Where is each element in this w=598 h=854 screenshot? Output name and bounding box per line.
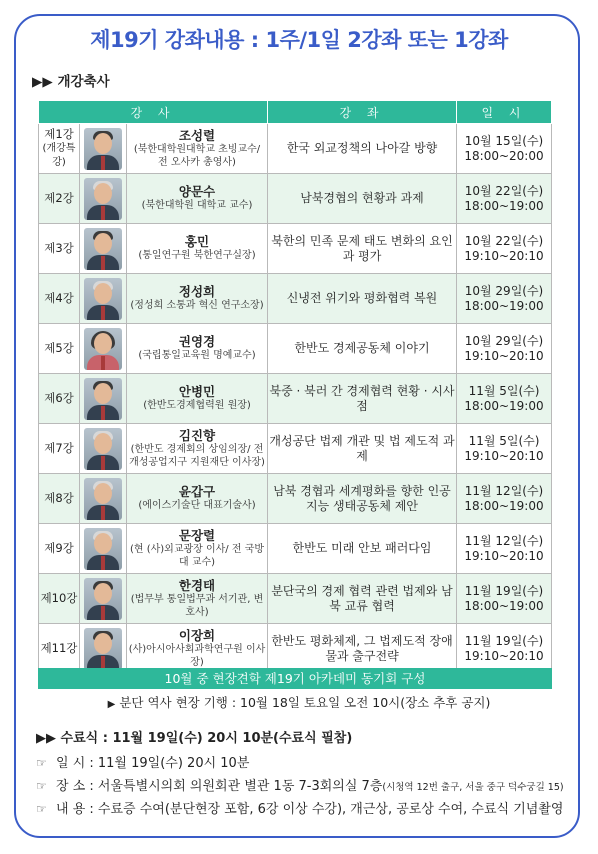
lecture-date-time: 18:00~19:00 (464, 398, 544, 413)
lecture-date (457, 224, 552, 274)
lecturer-name: 홍민 (184, 234, 210, 249)
lecture-topic: 분단국의 경제 협력 관련 법제와 남북 교류 협력 (268, 574, 457, 624)
info-time-text: 일 시 : 11월 19일(수) 20시 10분 (56, 756, 250, 771)
page-title: 제19기 강좌내용 : 1주/1일 2강좌 또는 1강좌 (90, 28, 508, 52)
lecturer-photo-cell (80, 224, 127, 274)
lecturer-affiliation: (한반도경제협력원 원장) (143, 400, 251, 411)
header-lecturer: 강 사 (39, 101, 268, 124)
lecturer-name: 권영경 (178, 334, 216, 349)
section-heading: ▶▶ 개강축사 (32, 74, 110, 90)
lecturer-cell (127, 174, 268, 224)
lecturer-cell (127, 274, 268, 324)
table-header-row (39, 101, 552, 124)
lecture-number-label: 제6강 (44, 391, 74, 405)
lecture-date-time: 18:00~19:00 (464, 298, 544, 313)
lecturer-affiliation: (통일연구원 북한연구실장) (138, 250, 256, 261)
lecturer-photo (84, 128, 122, 170)
lecture-date-time: 18:00~19:00 (464, 198, 544, 213)
lecturer-cell (127, 374, 268, 424)
lecture-date (457, 474, 552, 524)
lecture-number (39, 424, 80, 474)
lecture-date-day: 11월 19일(수) (464, 633, 544, 648)
info-place-text: 장 소 : 서울특별시의회 의원회관 별관 1동 7-3회의실 7층 (56, 779, 383, 794)
lecture-date-day: 11월 12일(수) (464, 533, 544, 548)
field-trip-banner: 10월 중 현장견학 제19기 아카데미 동기회 구성 (38, 668, 552, 689)
table-row (39, 574, 552, 624)
lecture-date (457, 524, 552, 574)
lecturer-photo-cell (80, 374, 127, 424)
lecturer-photo-cell (80, 574, 127, 624)
lecturer-affiliation: (한반도 경제회의 상임의장/ 전 개성공업지구 지원재단 이사장) (129, 443, 265, 468)
lecture-number-label: 제3강 (44, 241, 74, 255)
lecturer-affiliation: (사)아시아사회과학연구원 이사장) (128, 643, 266, 668)
lecturer-photo-cell (80, 124, 127, 174)
lecture-date-day: 10월 22일(수) (464, 233, 544, 248)
triangle-arrow-icon: ▶ (107, 699, 116, 710)
info-content-text: 내 용 : 수료증 수여(분단현장 포함, 6강 이상 수강), 개근상, 공로상 수여, 수료식 기념촬영 (56, 802, 564, 817)
lecture-date-day: 11월 19일(수) (464, 583, 544, 598)
lecture-topic: 북중 · 북러 간 경제협력 현황 · 시사점 (268, 374, 457, 424)
table-row (39, 274, 552, 324)
lecture-date (457, 174, 552, 224)
lecturer-affiliation: (국립통일교육원 명예교수) (138, 350, 256, 361)
lecture-number (39, 274, 80, 324)
lecture-date-time: 19:10~20:10 (464, 448, 544, 463)
pointing-hand-icon: ☞ (36, 802, 47, 816)
lecture-topic: 북한의 민족 문제 태도 변화의 요인과 평가 (268, 224, 457, 274)
lecture-number (39, 324, 80, 374)
lecture-number-label: 제4강 (44, 291, 74, 305)
lecturer-name: 정성희 (178, 284, 216, 299)
lecture-number (39, 224, 80, 274)
lecture-date-time: 19:10~20:10 (464, 548, 544, 563)
lecture-number (39, 374, 80, 424)
lecturer-photo (84, 378, 122, 420)
lecture-date-day: 11월 12일(수) (464, 483, 544, 498)
lecturer-photo-cell (80, 324, 127, 374)
lecture-date (457, 374, 552, 424)
lecture-date-time: 18:00~20:00 (464, 148, 544, 163)
header-topic: 강 좌 (268, 101, 457, 124)
table-row (39, 524, 552, 574)
lecturer-name: 한경태 (178, 577, 216, 593)
table-row (39, 224, 552, 274)
lecture-number (39, 624, 80, 674)
lecturer-photo-cell (80, 524, 127, 574)
lecture-date-time: 18:00~19:00 (464, 598, 544, 613)
table-row (39, 474, 552, 524)
lecturer-photo (84, 278, 122, 320)
lecture-number (39, 574, 80, 624)
table-row (39, 374, 552, 424)
lecture-date-day: 10월 22일(수) (464, 183, 544, 198)
lecturer-name: 양문수 (178, 184, 216, 199)
lecture-number (39, 174, 80, 224)
lecture-number-label: 제8강 (44, 491, 74, 505)
lecture-topic: 개성공단 법제 개관 및 법 제도적 과제 (268, 424, 457, 474)
lecture-date (457, 624, 552, 674)
pointing-hand-icon: ☞ (36, 756, 47, 770)
pointing-hand-icon: ☞ (36, 779, 47, 793)
lecture-schedule-table (38, 100, 552, 674)
table-row (39, 624, 552, 674)
lecture-number-label: 제5강 (44, 341, 74, 355)
info-time (36, 752, 249, 771)
lecturer-photo (84, 178, 122, 220)
lecturer-name: 조성렬 (178, 127, 216, 143)
lecturer-photo-cell (80, 174, 127, 224)
lecture-topic: 한국 외교정책의 나아갈 방향 (268, 124, 457, 174)
lecturer-cell (127, 624, 268, 674)
lecturer-name: 안병민 (178, 384, 216, 399)
lecture-topic: 남북 경협과 세계평화를 향한 인공지능 생태공동체 제안 (268, 474, 457, 524)
table-row (39, 324, 552, 374)
lecture-number-label: 제7강 (44, 441, 74, 455)
lecturer-photo-cell (80, 274, 127, 324)
lecturer-affiliation: (법무부 통일법무과 서기관, 변호사) (130, 593, 264, 618)
lecturer-photo (84, 628, 122, 670)
lecturer-photo (84, 478, 122, 520)
lecturer-affiliation: (에이스기술단 대표기술사) (138, 500, 256, 511)
field-trip-text: 분단 역사 현장 기행 : 10월 18일 토요일 오전 10시(장소 추후 공지) (119, 695, 491, 710)
lecture-date (457, 324, 552, 374)
lecturer-photo-cell (80, 424, 127, 474)
lecture-date-day: 10월 29일(수) (464, 283, 544, 298)
lecture-date (457, 574, 552, 624)
lecture-date-time: 19:10~20:10 (464, 348, 544, 363)
lecturer-photo (84, 528, 122, 570)
lecture-date (457, 124, 552, 174)
lecturer-name: 문장렬 (178, 527, 216, 543)
lecture-number-label: 제11강 (40, 641, 78, 655)
lecture-number-sub: (개강특강) (42, 143, 76, 168)
lecture-topic: 남북경협의 현황과 과제 (268, 174, 457, 224)
lecture-number-label: 제9강 (44, 541, 74, 555)
lecturer-cell (127, 124, 268, 174)
lecture-topic: 한반도 미래 안보 패러다임 (268, 524, 457, 574)
lecture-number-label: 제1강 (44, 127, 74, 141)
lecture-date-day: 10월 15일(수) (464, 133, 544, 148)
lecture-topic: 신냉전 위기와 평화협력 복원 (268, 274, 457, 324)
lecturer-cell (127, 424, 268, 474)
lecture-date-time: 19:10~20:10 (464, 648, 544, 663)
lecturer-affiliation: (북한대학원 대학교 교수) (141, 200, 253, 211)
lecturer-photo-cell (80, 624, 127, 674)
lecturer-photo (84, 328, 122, 370)
lecturer-photo (84, 428, 122, 470)
field-trip-line (0, 693, 598, 711)
lecturer-cell (127, 474, 268, 524)
lecture-date-day: 10월 29일(수) (464, 333, 544, 348)
lecture-number-label: 제10강 (40, 591, 78, 605)
lecturer-name: 김진향 (178, 427, 216, 443)
lecture-number-label: 제2강 (44, 191, 74, 205)
table-row (39, 124, 552, 174)
lecturer-cell (127, 224, 268, 274)
lecture-topic: 한반도 평화체제, 그 법제도적 장애물과 출구전략 (268, 624, 457, 674)
lecturer-affiliation: (북한대학원대학교 초빙교수/ 전 오사카 총영사) (133, 143, 261, 168)
lecture-number (39, 524, 80, 574)
header-date: 일 시 (457, 101, 552, 124)
lecture-date (457, 274, 552, 324)
lecturer-affiliation: (현 (사)외교광장 이사/ 전 국방대 교수) (129, 543, 265, 568)
info-place-note: (시청역 12번 출구, 서울 중구 덕수궁길 15) (382, 782, 564, 793)
lecture-number (39, 474, 80, 524)
lecturer-name: 이장희 (178, 627, 216, 643)
lecture-date-day: 11월 5일(수) (468, 433, 540, 448)
lecture-date-time: 19:10~20:10 (464, 248, 544, 263)
lecturer-affiliation: (정성희 소통과 혁신 연구소장) (130, 300, 264, 311)
info-content (36, 798, 563, 817)
table-row (39, 424, 552, 474)
lecture-date (457, 424, 552, 474)
lecturer-cell (127, 574, 268, 624)
graduation-heading: ▶▶ 수료식 : 11월 19일(수) 20시 10분(수료식 필참) (36, 731, 353, 746)
lecturer-cell (127, 524, 268, 574)
lecturer-name: 윤갑구 (178, 484, 216, 499)
lecturer-photo-cell (80, 474, 127, 524)
lecturer-photo (84, 578, 122, 620)
table-row (39, 174, 552, 224)
lecture-topic: 한반도 경제공동체 이야기 (268, 324, 457, 374)
lecture-number (39, 124, 80, 174)
lecturer-cell (127, 324, 268, 374)
lecturer-photo (84, 228, 122, 270)
lecture-date-day: 11월 5일(수) (468, 383, 540, 398)
info-place (36, 775, 564, 794)
lecture-date-time: 18:00~19:00 (464, 498, 544, 513)
